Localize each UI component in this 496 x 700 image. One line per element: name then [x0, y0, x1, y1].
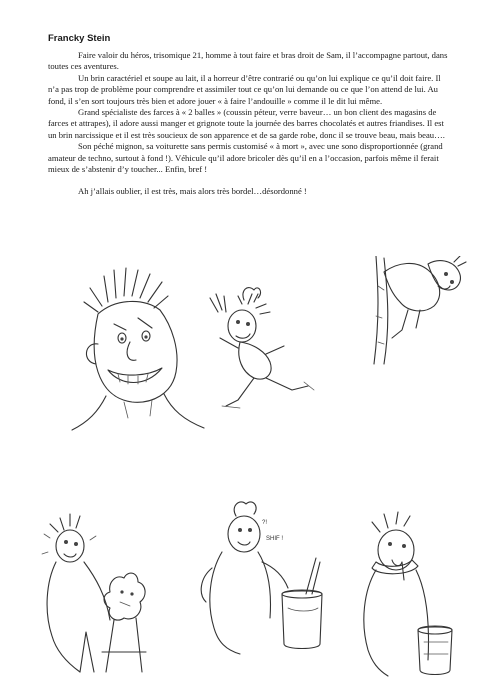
sketch-grinning-head — [68, 262, 208, 442]
sketch-figure-eating — [348, 510, 478, 680]
doodle-caption-shif: SHIF ! — [266, 536, 284, 542]
sketch-hanging-figure — [368, 256, 468, 366]
paragraph-intro: Faire valoir du héros, trisomique 21, homme à tout faire et bras droit de Sam, il l’accompagne partout, dans toutes ces aventures. — [48, 50, 448, 72]
sketch-figure-with-pot — [192, 498, 332, 658]
page-title: Francky Stein — [48, 33, 111, 44]
character-description — [48, 50, 448, 198]
doodle-caption-exclaim: ?! — [262, 520, 268, 526]
paragraph-afterthought: Ah j’allais oublier, il est très, mais alors très bordel…désordonné ! — [78, 186, 307, 197]
paragraph-pranks: Grand spécialiste des farces à « 2 balles » (coussin péteur, verre baveur… un bon client des magasins de farces et attrapes), il adore aussi manger et grignote toute la journée des barres chocolatés et autres friandises. Il est un brin narcissique et il est très soucieux de son apparence et de sa garde robe, donc il se trouve beau, mais beau…. — [48, 107, 445, 140]
paragraph-temperament: Un brin caractériel et soupe au lait, il a horreur d’être contrarié ou qu’on lui explique ce qu’il doit faire. Il n’a pas trop de problème pour comprendre et assimiler tout ce qu’on lui demande ou ce que l’on attend de lui. Au fond, il s’en sort toujours très bien et adore jouer « à faire l’andouille » comme il le dit lui même. — [48, 72, 441, 106]
sketch-running-figure — [196, 282, 336, 422]
sketch-figure-with-plush — [36, 512, 166, 682]
paragraph-car: Son péché mignon, sa voiturette sans permis customisé « à mort », avec une sono disproportionnée (grand amateur de techno, surtout à fond !). Véhicule qu’il adore bricoler dès qu’il en a l’occasion, parfois même il ferait mieux de s’abstenir d’y toucher... Enfin, bref ! — [48, 141, 443, 175]
